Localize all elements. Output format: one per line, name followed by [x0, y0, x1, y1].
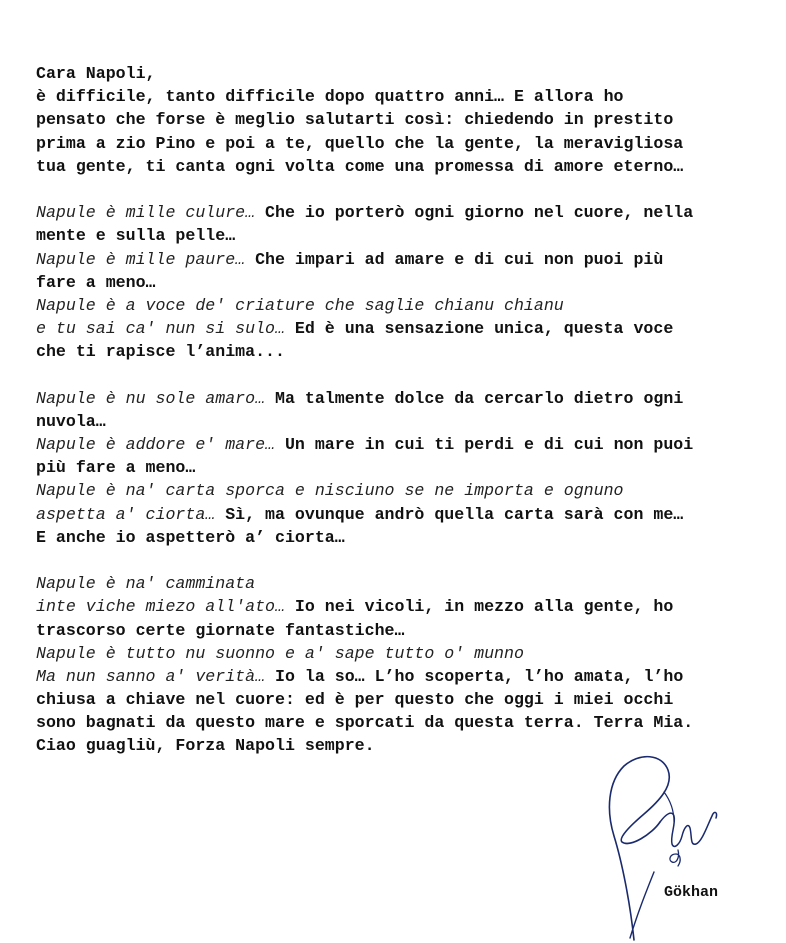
- salutation: Cara Napoli,: [36, 64, 156, 83]
- letter-text: Sì, ma ovunque andrò quella carta sarà con me…: [225, 504, 684, 524]
- handwritten-signature: [600, 752, 740, 942]
- lyric-quote: Napule è na' camminata: [36, 574, 256, 594]
- lyric-quote: Napule è addore e' mare…: [36, 435, 285, 454]
- letter-line: [36, 503, 766, 526]
- lyric-quote: inte viche miezo all'ato…: [36, 597, 295, 617]
- letter-line: [36, 479, 766, 502]
- letter-text: chiusa a chiave nel cuore: ed è per questo che oggi i miei occhi: [36, 690, 674, 710]
- letter-text: Ma talmente dolce da cercarlo dietro ogni: [275, 388, 684, 408]
- lyric-quote: aspetta a' ciorta…: [36, 504, 226, 524]
- letter-line: [36, 642, 766, 665]
- letter-line: [36, 108, 766, 131]
- letter-text: che ti rapisce l’anima...: [36, 342, 285, 362]
- letter-text: Ciao guagliù, Forza Napoli sempre.: [36, 736, 375, 756]
- letter-line: [36, 433, 766, 456]
- letter-line: [36, 85, 766, 108]
- letter-line: [36, 410, 766, 433]
- lyric-quote: Napule è mille paure…: [36, 249, 256, 269]
- letter-text: prima a zio Pino e poi a te, quello che la gente, la meravigliosa: [36, 133, 684, 153]
- letter-text: Che io porterò ogni giorno nel cuore, nella: [265, 203, 694, 223]
- signer-name: Gökhan: [664, 884, 719, 901]
- letter-text: Un mare in cui ti perdi e di cui non puoi: [284, 435, 694, 454]
- letter-text: mente e sulla pelle…: [36, 226, 236, 246]
- letter-line: [36, 572, 766, 595]
- letter-text: Ed è una sensazione unica, questa voce: [294, 319, 674, 339]
- lyric-quote: Napule è na' carta sporca e nisciuno se ne importa e ognuno: [36, 481, 624, 501]
- lyric-quote: Napule è tutto nu suonno e a' sape tutto o' munno: [36, 643, 524, 663]
- letter-text: più fare a meno…: [36, 458, 196, 478]
- letter-line: [36, 387, 766, 410]
- letter-text: è difficile, tanto difficile dopo quattro anni… E allora ho: [36, 87, 624, 107]
- letter-line: [36, 688, 766, 711]
- paragraph-gap: [36, 549, 766, 572]
- letter-text: trascorso certe giornate fantastiche…: [36, 620, 405, 640]
- letter-text: Io la so… L’ho scoperta, l’ho amata, l’ho: [275, 666, 684, 686]
- letter-lines: [36, 85, 766, 757]
- letter-line: [36, 526, 766, 549]
- letter-line: [36, 224, 766, 247]
- letter-body: [36, 62, 766, 758]
- lyric-quote: Napule è mille culure…: [36, 203, 266, 223]
- letter-line: [36, 340, 766, 363]
- letter-text: fare a meno…: [36, 272, 156, 292]
- letter-line: [36, 271, 766, 294]
- letter-line: [36, 155, 766, 178]
- paragraph-gap: [36, 178, 766, 201]
- letter-text: Che impari ad amare e di cui non puoi più: [255, 249, 664, 269]
- letter-text: tua gente, ti canta ogni volta come una promessa di amore eterno…: [36, 156, 684, 176]
- letter-line: [36, 456, 766, 479]
- letter-line: [36, 619, 766, 642]
- letter-line: [36, 595, 766, 618]
- letter-line: [36, 132, 766, 155]
- lyric-quote: Napule è a voce de' criature che saglie chianu chianu: [36, 295, 564, 315]
- lyric-quote: Ma nun sanno a' verità…: [36, 666, 275, 686]
- letter-text: Io nei vicoli, in mezzo alla gente, ho: [294, 597, 674, 617]
- letter-line: [36, 294, 766, 317]
- letter-text: sono bagnati da questo mare e sporcati da questa terra. Terra Mia.: [36, 713, 694, 733]
- letter-text: nuvola…: [36, 411, 106, 431]
- letter-text: E anche io aspetterò a’ ciorta…: [36, 527, 345, 547]
- letter-text: pensato che forse è meglio salutarti così: chiedendo in prestito: [36, 110, 674, 130]
- letter-line: [36, 248, 766, 271]
- letter-line: [36, 317, 766, 340]
- lyric-quote: Napule è nu sole amaro…: [36, 388, 275, 408]
- letter-line: [36, 711, 766, 734]
- letter-line: [36, 201, 766, 224]
- letter-line: [36, 665, 766, 688]
- lyric-quote: e tu sai ca' nun si sulo…: [36, 319, 295, 339]
- paragraph-gap: [36, 363, 766, 386]
